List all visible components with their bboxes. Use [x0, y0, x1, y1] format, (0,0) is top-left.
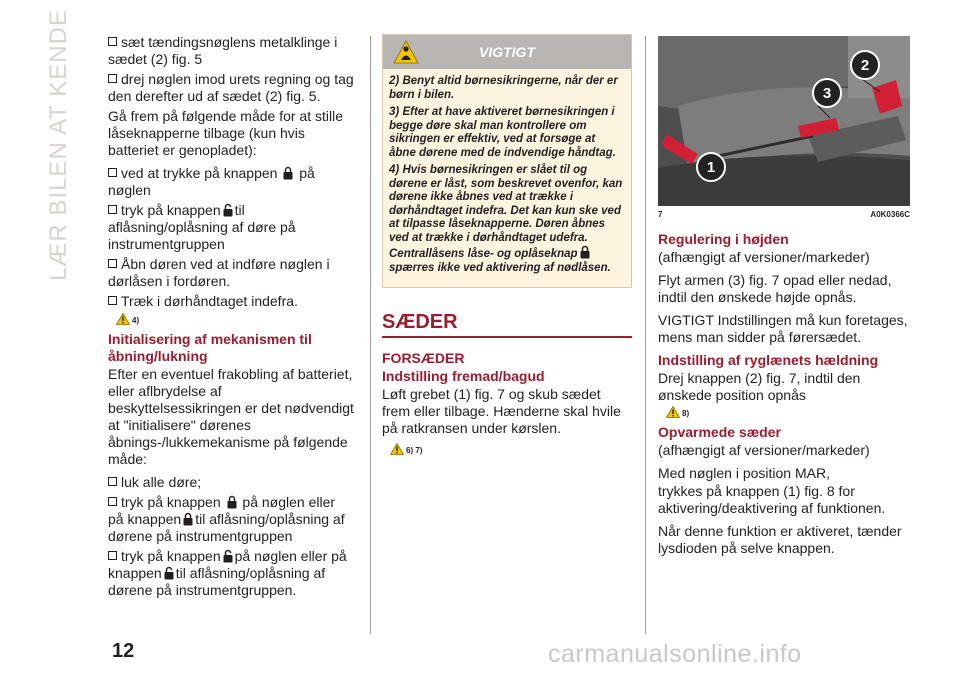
section-heading: Regulering i højden	[658, 231, 789, 247]
list-item: tryk på knappen til aflåsning/oplåsning af døre på instrumentgruppen	[108, 202, 296, 252]
note-item: 3) Efter at have aktiveret børnesikringen i begge døre skal man kontrollere om sikringen er effektiv, ved at forsøge at åbne dørene med de indvendige håndtag.	[389, 106, 616, 159]
column-divider	[370, 36, 371, 634]
list-item: ved at trykke på knappen på nøglen	[108, 165, 315, 198]
important-note-box	[382, 34, 632, 288]
bullet-square-icon	[108, 74, 117, 83]
paragraph: Når denne funktion er aktiveret, tænder lysdioden på selve knappen.	[658, 523, 902, 556]
note-item: 2) Benyt altid børnesikringerne, når der er børn i bilen.	[389, 75, 618, 101]
padlock-open-icon	[164, 566, 174, 580]
paragraph: (afhængigt af versioner/markeder)	[658, 442, 870, 458]
bullet-square-icon	[108, 296, 117, 305]
page-number: 12	[112, 640, 135, 662]
important-note-header: VIGTIGT	[383, 35, 631, 69]
column-right	[658, 36, 910, 563]
paragraph: Drej knappen (2) fig. 7, indtil den ønskede position opnås	[658, 370, 861, 403]
figure-code: A0K0366C	[870, 210, 910, 219]
bullet-square-icon	[108, 497, 117, 506]
padlock-icon	[183, 512, 193, 526]
warning-reference: 8)	[666, 406, 910, 418]
padlock-open-icon	[223, 549, 233, 563]
section-heading: Opvarmede sæder	[658, 424, 781, 440]
bullet-square-icon	[108, 37, 117, 46]
bullet-square-icon	[108, 551, 117, 560]
section-heading: Initialisering af mekanismen til åbning/lukning	[108, 331, 312, 364]
bullet-square-icon	[108, 168, 117, 177]
list-item: drej nøglen imod urets regning og tag den derefter ud af sædet (2) fig. 5.	[108, 71, 354, 104]
list-item: tryk på knappen på nøglen eller på knappen til aflåsning/oplåsning af dørene på instrumentgruppen.	[108, 548, 347, 598]
padlock-icon	[580, 245, 590, 259]
list-item: Træk i dørhåndtaget indefra.	[108, 293, 358, 310]
padlock-icon	[227, 495, 237, 509]
list-item: sæt tændingsnøglens metalklinge i sædet (2) fig. 5	[108, 34, 338, 67]
heading-rule	[382, 336, 632, 338]
column-left	[108, 34, 358, 602]
paragraph: trykkes på knappen (1) fig. 8 for aktivering/deaktivering af funktionen.	[658, 483, 886, 516]
paragraph: Efter en eventuel frakobling af batteriet, eller aflbrydelse af beskyttelsessikringen er det nødvendigt at "initialisere" dørenes åbnings-/lukkemekanisme på følgende måde:	[108, 366, 354, 467]
column-divider	[645, 36, 646, 634]
callout-1: 1	[696, 152, 726, 182]
bullet-square-icon	[108, 205, 117, 214]
seat-controls-photo	[658, 36, 910, 206]
paragraph: Med nøglen i position MAR,	[658, 465, 830, 481]
list-item: Åbn døren ved at indføre nøglen i dørlåsen i fordøren.	[108, 256, 330, 289]
bullet-square-icon	[108, 259, 117, 268]
chapter-heading: SÆDER	[382, 311, 458, 333]
paragraph: Gå frem på følgende måde for at stille låseknapperne tilbage (kun hvis batteriet er genopladet):	[108, 108, 343, 158]
watermark-text: carmanualsonline.info	[548, 640, 802, 668]
section-heading: FORSÆDER	[382, 350, 465, 366]
paragraph: (afhængigt af versioner/markeder)	[658, 249, 870, 265]
padlock-open-icon	[223, 203, 233, 217]
figure-number: 7	[658, 210, 663, 219]
padlock-icon	[283, 166, 293, 180]
warning-triangle-icon	[116, 313, 130, 325]
figure-caption	[658, 210, 910, 219]
paragraph: VIGTIGT Indstillingen må kun foretages, mens man sidder på førersædet.	[658, 312, 908, 345]
warning-reference: 6) 7)	[390, 443, 632, 455]
column-middle	[382, 34, 632, 461]
list-item: tryk på knappen på nøglen eller på knappen til aflåsning/oplåsning af dørene på instrumentgruppen	[108, 494, 345, 544]
warning-person-icon	[393, 40, 419, 64]
subsection-heading: Indstilling fremad/bagud	[382, 368, 545, 384]
list-item: luk alle døre;	[108, 474, 358, 491]
section-side-title: LÆR BILEN AT KENDE	[45, 9, 72, 281]
bullet-square-icon	[108, 477, 117, 486]
warning-reference: 4)	[116, 313, 358, 325]
important-note-body	[383, 69, 631, 287]
callout-3: 3	[812, 78, 842, 108]
note-item: 4) Hvis børnesikringen er slået til og dørene er låst, som beskrevet ovenfor, kan dørene ikke åbnes ved at trække i dørhåndtaget indefra. Det kan kun ske ved at tilpasse låseknapperne. Døren åbnes ved at trække i dørhåndtaget udefra. Centrallåsens låse- og oplåseknap spærres ikke ved aktivering af nødlåsen.	[389, 164, 623, 274]
paragraph: Løft grebet (1) fig. 7 og skub sædet frem eller tilbage. Hænderne skal hvile på ratkransen under kørslen.	[382, 386, 621, 436]
section-heading: Indstilling af ryglænets hældning	[658, 352, 879, 368]
warning-triangle-icon	[390, 443, 404, 455]
callout-2: 2	[850, 50, 880, 80]
paragraph: Flyt armen (3) fig. 7 opad eller nedad, indtil den ønskede højde opnås.	[658, 272, 892, 305]
warning-triangle-icon	[666, 406, 680, 418]
